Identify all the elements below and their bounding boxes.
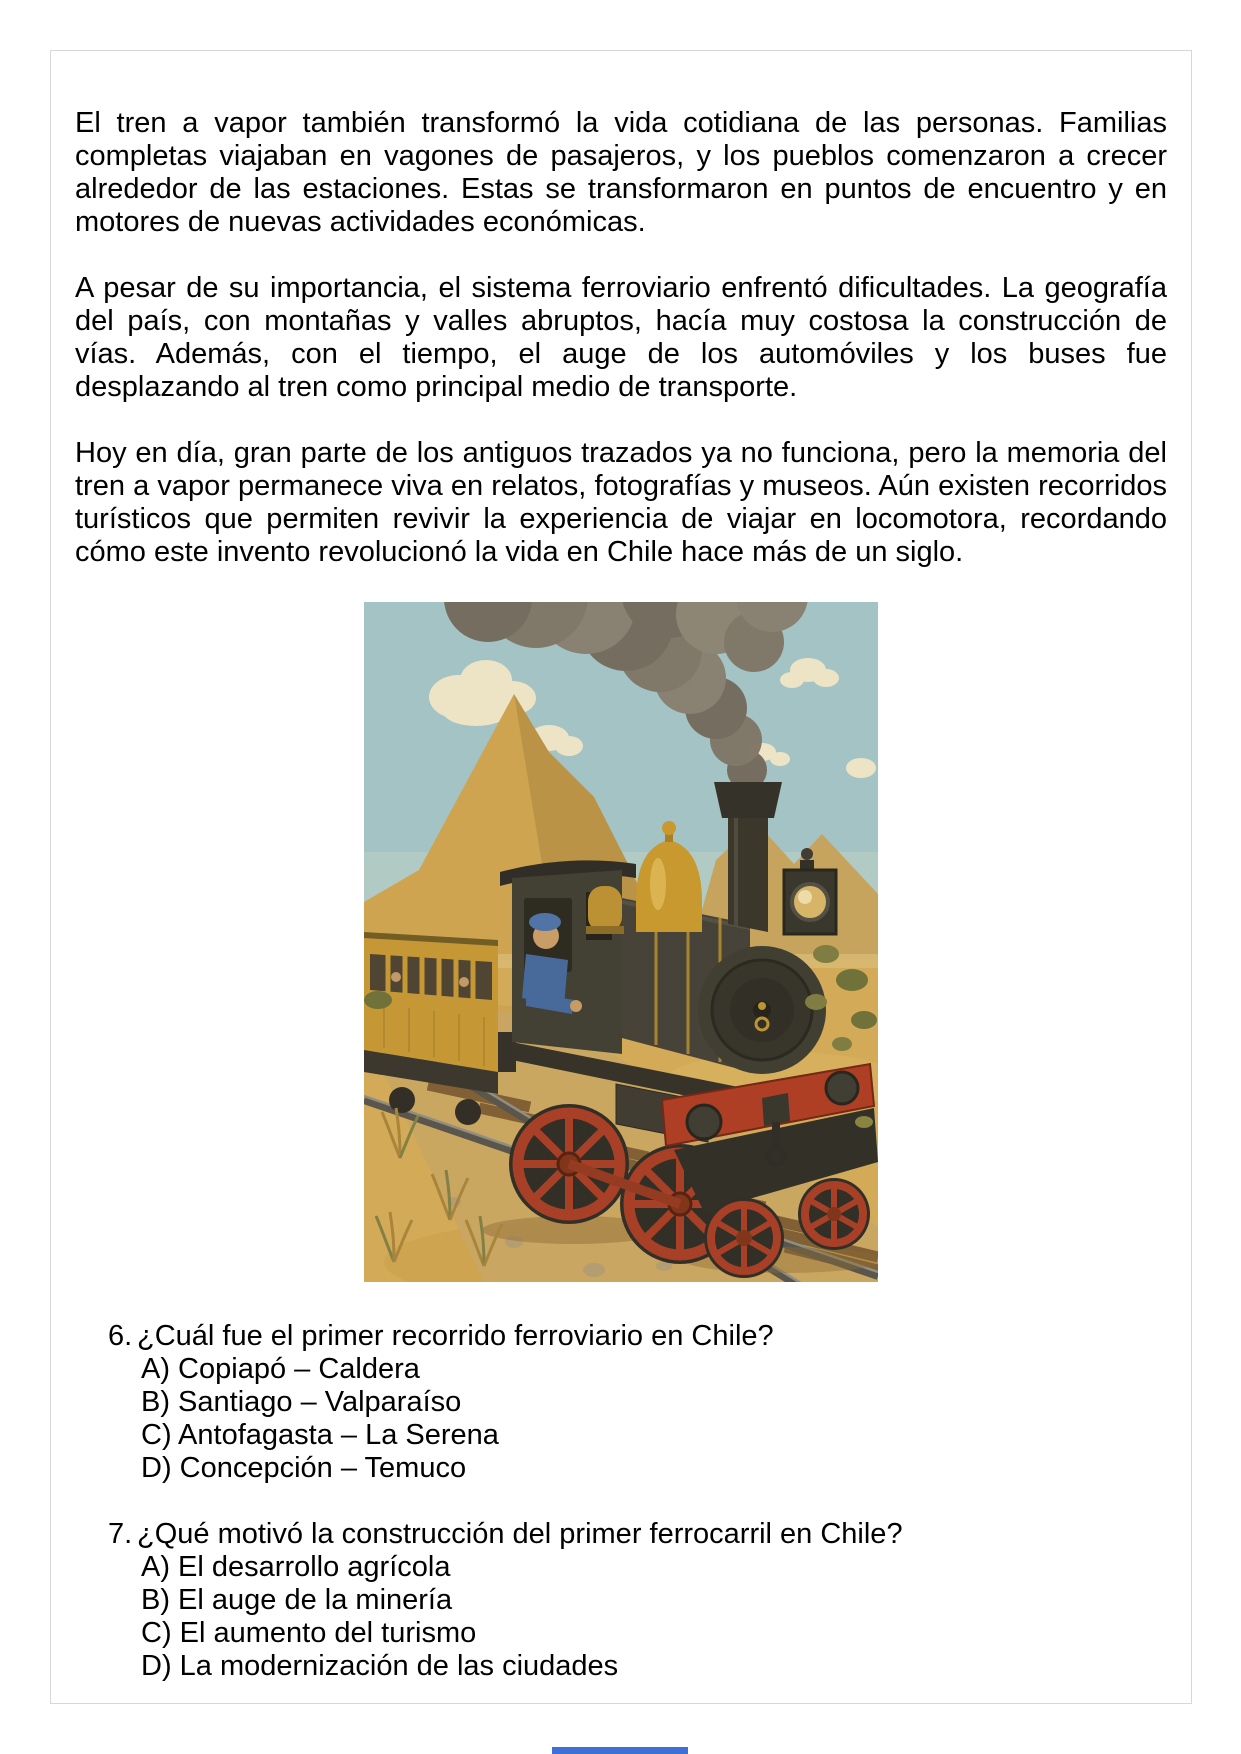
question-options bbox=[141, 1551, 1167, 1683]
passage-paragraph-2: A pesar de su importancia, el sistema ferroviario enfrentó dificultades. La geografía del país, con montañas y valles abruptos, hacía muy costosa la construcción de vías. Además, con el tiempo, el auge de los automóviles y los buses fue desplazando al tren como principal medio de transporte. bbox=[75, 272, 1167, 403]
worksheet-content bbox=[75, 107, 1167, 1716]
reading-passage bbox=[75, 107, 1167, 569]
question-option-d: D) La modernización de las ciudades bbox=[141, 1650, 619, 1682]
question-head bbox=[108, 1518, 1167, 1551]
passage-paragraph-3: Hoy en día, gran parte de los antiguos trazados ya no funciona, pero la memoria del tren a vapor permanece viva en relatos, fotografías y museos. Aún existen recorridos turísticos que permiten revivir la experiencia de viajar en locomotora, recordando cómo este invento revolucionó la vida en Chile hace más de un siglo. bbox=[75, 437, 1167, 568]
question-number: 7. bbox=[108, 1518, 133, 1550]
question-option-c: C) Antofagasta – La Serena bbox=[141, 1419, 499, 1451]
bottom-accent-bar bbox=[552, 1747, 688, 1754]
train-painting bbox=[364, 602, 878, 1282]
question-option-a: A) El desarrollo agrícola bbox=[141, 1551, 451, 1583]
question-head bbox=[108, 1320, 1167, 1353]
question-6 bbox=[75, 1320, 1167, 1485]
question-option-b: B) Santiago – Valparaíso bbox=[141, 1386, 462, 1418]
question-options bbox=[141, 1353, 1167, 1485]
question-option-b: B) El auge de la minería bbox=[141, 1584, 453, 1616]
question-number: 6. bbox=[108, 1320, 133, 1352]
train-illustration bbox=[364, 602, 878, 1282]
question-7 bbox=[75, 1518, 1167, 1683]
question-option-c: C) El aumento del turismo bbox=[141, 1617, 477, 1649]
vintage-wash bbox=[364, 602, 878, 1282]
question-text: ¿Cuál fue el primer recorrido ferroviario en Chile? bbox=[137, 1320, 774, 1352]
passage-paragraph-1: El tren a vapor también transformó la vida cotidiana de las personas. Familias completas viajaban en vagones de pasajeros, y los pueblos comenzaron a crecer alrededor de las estaciones. Estas se transformaron en puntos de encuentro y en motores de nuevas actividades económicas. bbox=[75, 107, 1167, 238]
questions-section bbox=[75, 1320, 1167, 1683]
question-text: ¿Qué motivó la construcción del primer ferrocarril en Chile? bbox=[137, 1518, 903, 1550]
question-option-a: A) Copiapó – Caldera bbox=[141, 1353, 420, 1385]
question-option-d: D) Concepción – Temuco bbox=[141, 1452, 467, 1484]
